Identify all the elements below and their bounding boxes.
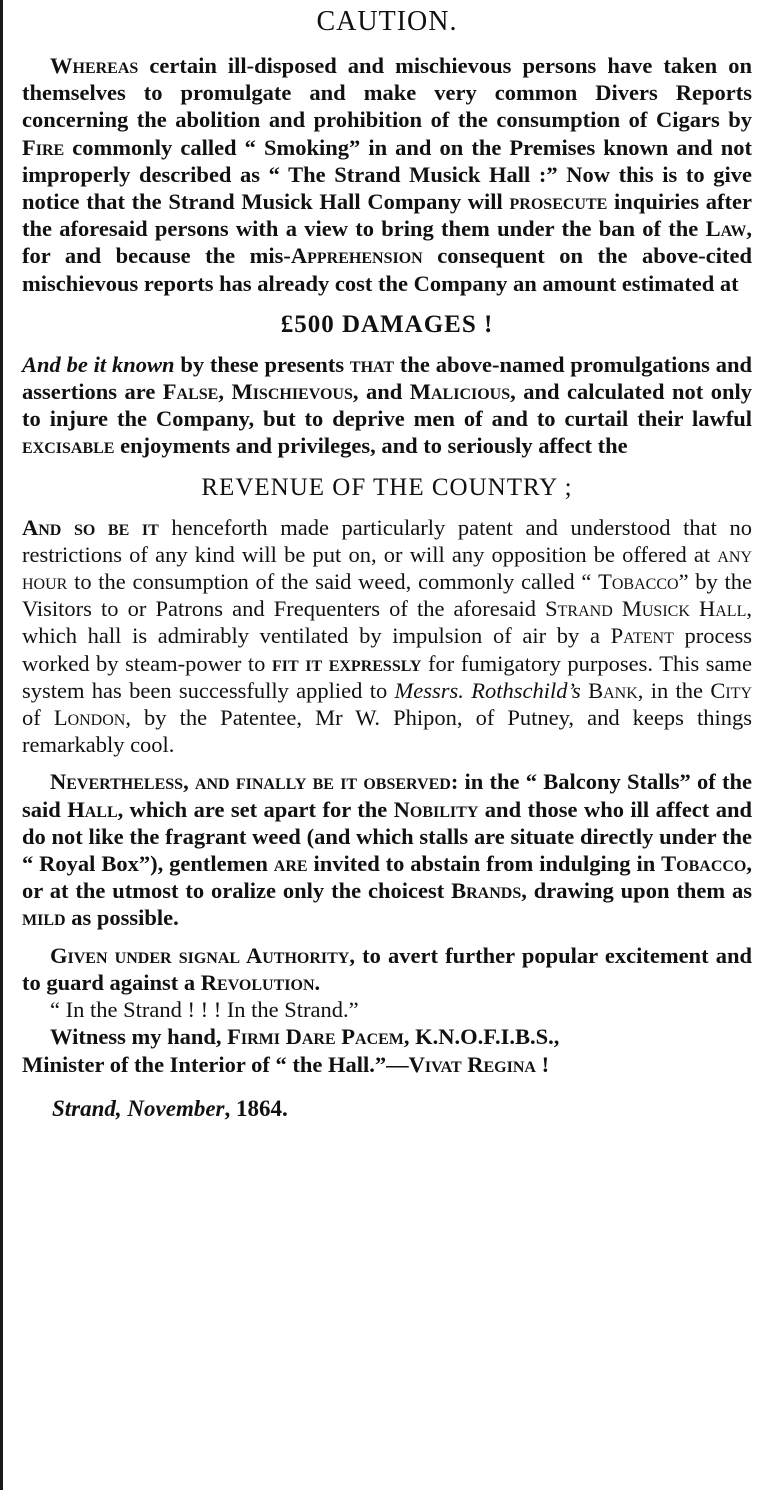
paragraph-given: Given under signal Authority, to avert further popular excitement and to guard against a Revolution. — [22, 942, 752, 995]
damages-heading: £500 DAMAGES ! — [280, 310, 494, 338]
lead-be-it-known: And be it known — [22, 351, 175, 377]
witness-line: Witness my hand, Firmi Dare Pacem, K.N.O.F.I.B.S., — [50, 1024, 560, 1050]
lead-nevertheless: Nevertheless, and finally be it observed — [50, 769, 451, 795]
vivat-regina: Vivat Regina — [408, 1051, 536, 1077]
left-column-rule — [0, 0, 3, 1490]
paragraph-so-be-it: And so be it henceforth made particularly patent and understood that no restrictions of any kind will be put on, or will any opposition be offered at any hour to the consumption of the said weed, commonly called “ Tobacco” by the Visitors to or Patrons and Frequenters of the aforesaid Strand Musick Hall, which hall is admirably ventilated by impulsion of air by a Patent process worked by steam-power to fit it expressly for fumigatory purposes. This same system has been successfully applied to Messrs. Rothschild’s Bank, in the City of London, by the Patentee, Mr W. Phipon, of Putney, and keeps things remarkably cool. — [22, 514, 753, 758]
paragraph-be-it-known: And be it known by these presents that the above-named promulgations and assertions are False, Mischievous, and Malicious, and calculated not only to injure the Company, but to deprive men of and to curtail their lawful excisable enjoyments and privileges, and to seriously affect the — [22, 351, 753, 459]
lead-so-be-it: And so be it — [22, 514, 159, 540]
paragraph-nevertheless: Nevertheless, and finally be it observed: in the “ Balcony Stalls” of the said Hall, which are set apart for the Nobility and those who ill affect and do not like the fragrant weed (and which stalls are situate directly under the “ Royal Box”), gentlemen are invited to abstain from indulging in Tobacco, or at the utmost to oralize only the choicest Brands, drawing upon them as mild as possible. — [22, 769, 753, 931]
lead-given: Given under signal Authority — [50, 942, 350, 968]
paragraph-whereas: Whereas certain ill-disposed and mischievous persons have taken on themselves to promulgate and make very common Divers Reports concerning the abolition and prohibition of the consumption of Cigars by Fire commonly called “ Smoking” in and on the Premises known and not improperly described as “ The Strand Musick Hall :” Now this is to give notice that the Strand Musick Hall Company will prosecute inquiries after the aforesaid persons with a view to bring them under the ban of the Law, for and because the mis-Apprehension consequent on the above-cited mischievous reports has already cost the Company an amount estimated at — [22, 53, 752, 296]
minister-line: Minister of the Interior of “ the Hall.”—Vivat Regina ! — [22, 1051, 550, 1077]
revenue-heading: REVENUE OF THE COUNTRY ; — [201, 473, 573, 501]
place-date-line: Strand, November, 1864. — [52, 1095, 288, 1121]
strand-exclamation: “ In the Strand ! ! ! In the Strand.” — [50, 997, 359, 1023]
lead-whereas: Whereas — [50, 53, 139, 78]
notice-title: CAUTION. — [316, 6, 458, 37]
caution-notice — [22, 4, 752, 1122]
witness-name: Firmi Dare Pacem — [227, 1024, 404, 1050]
